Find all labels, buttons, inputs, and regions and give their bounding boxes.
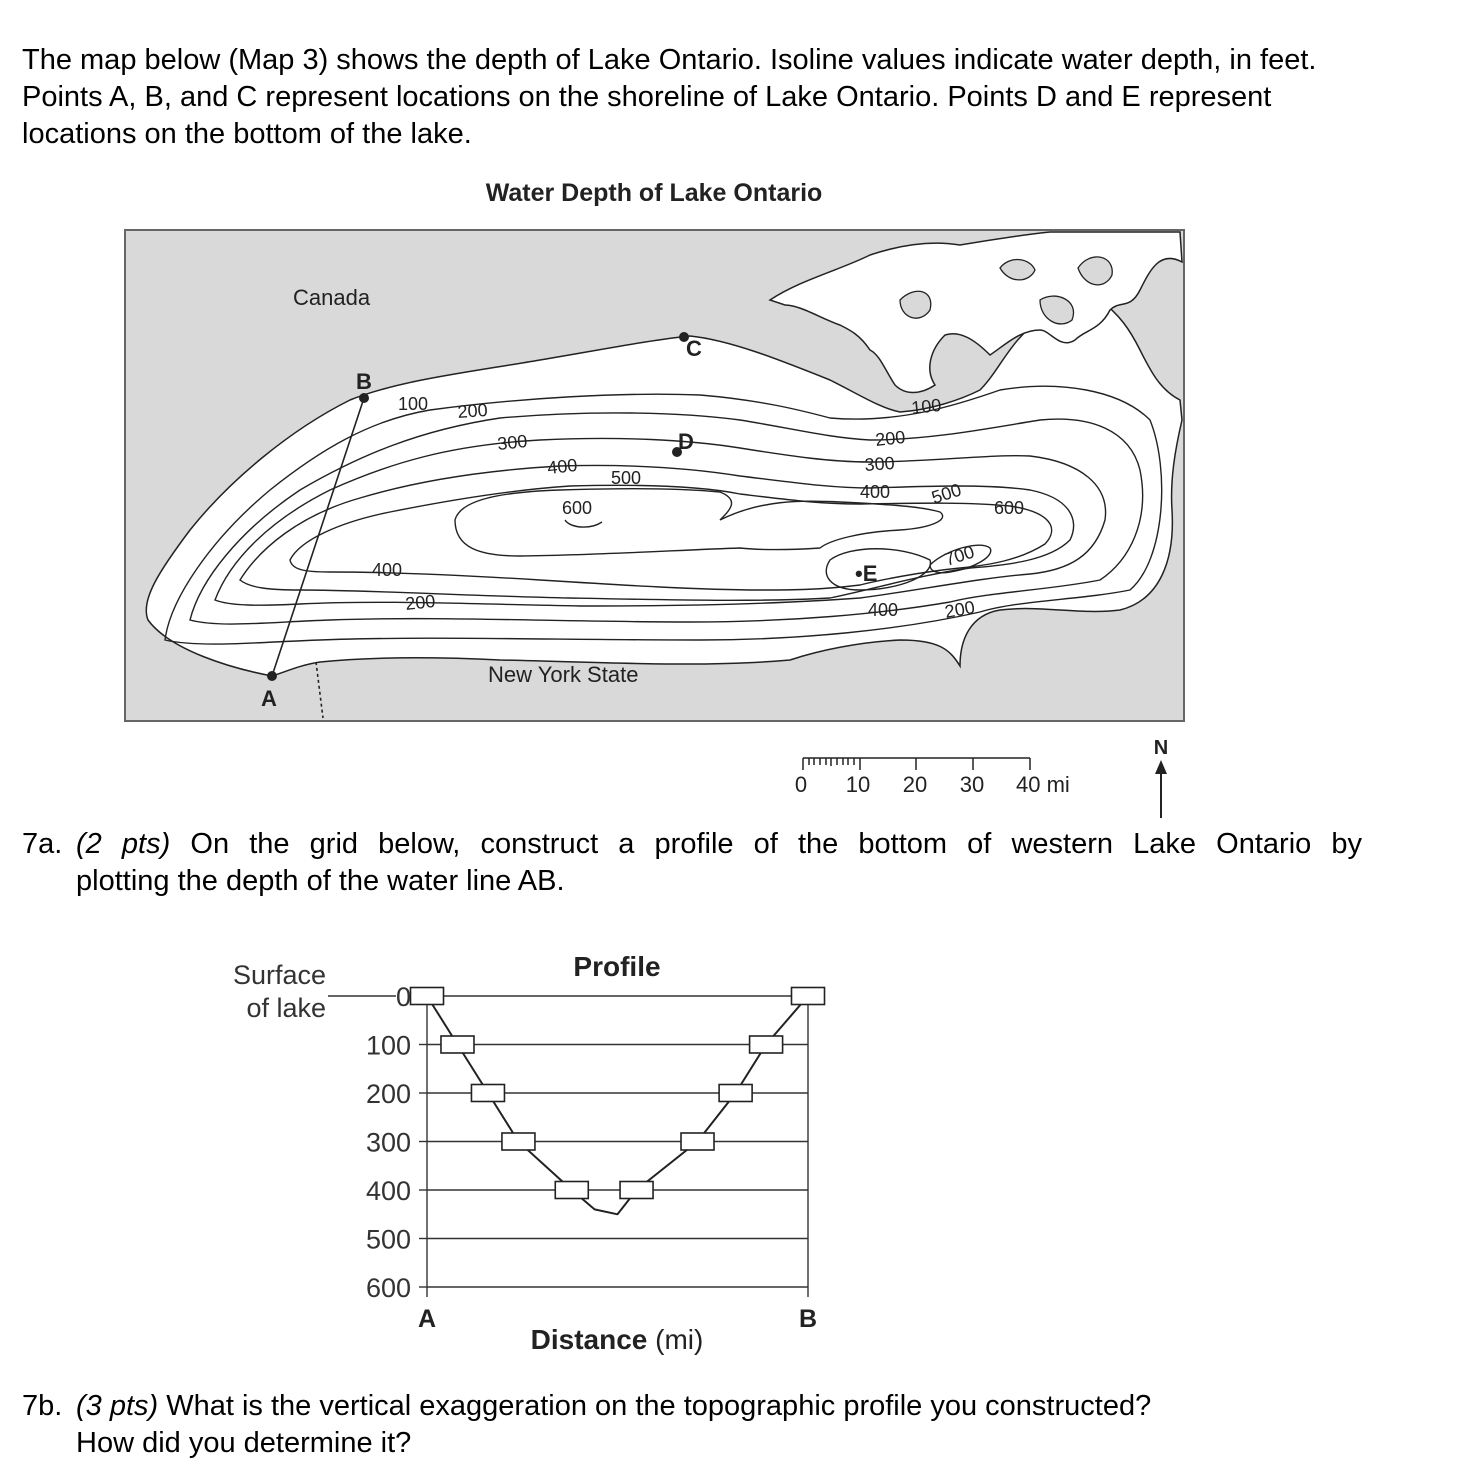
- profile-point-box: [681, 1133, 714, 1150]
- question-text-cont: How did you determine it?: [76, 1427, 412, 1459]
- isoline-label: 400: [372, 560, 403, 580]
- y-ticks: [366, 982, 427, 1303]
- surface-label-line1: Surface: [232, 960, 326, 990]
- y-tick-label: 500: [365, 1224, 411, 1255]
- x-axis-label-main: Distance: [530, 1324, 648, 1355]
- question-number: 7a.: [22, 828, 63, 860]
- isoline-label: 200: [404, 590, 437, 614]
- profile-point-box: [555, 1182, 588, 1199]
- question-text: What is the vertical exaggeration on the topographic profile you constructed?: [166, 1390, 1152, 1422]
- point-a-dot: [267, 671, 277, 681]
- isoline-label: 500: [611, 468, 642, 488]
- points-label: (2 pts): [76, 828, 171, 860]
- profile-chart: [0, 940, 1470, 1360]
- scale-tick-label: 20: [902, 772, 928, 797]
- scale-tick-label: 40 mi: [1016, 772, 1070, 797]
- question-text-cont: plotting the depth of the water line AB.: [76, 865, 565, 897]
- scale-tick-label: 0: [794, 772, 808, 797]
- isoline-label: 600: [994, 498, 1025, 518]
- surface-label-line2: of lake: [246, 993, 326, 1023]
- profile-end-a: A: [417, 1305, 437, 1333]
- label-point-a: A: [261, 686, 277, 711]
- x-axis-label-unit: (mi): [655, 1324, 704, 1355]
- scale-bar: [803, 758, 1030, 770]
- isoline-label: 300: [863, 452, 896, 475]
- question-number: 7b.: [22, 1390, 63, 1422]
- isoline-label: 700: [942, 541, 977, 570]
- scale-tick-label: 30: [959, 772, 985, 797]
- label-point-e: •E: [855, 561, 878, 586]
- label-point-b: B: [356, 369, 372, 394]
- isoline-label: 600: [562, 498, 593, 518]
- y-tick-label: 100: [365, 1030, 411, 1061]
- profile-bottom-line: [427, 996, 808, 1214]
- profile-point-box: [620, 1182, 653, 1199]
- question-7a: [22, 826, 1362, 900]
- isoline-label: 200: [874, 426, 907, 450]
- isoline-label: 500: [929, 479, 964, 508]
- question-text: On the grid below, construct a profile of the bottom of western Lake Ontario by: [190, 828, 1363, 860]
- isoline-label: 100: [910, 394, 943, 418]
- points-label: (3 pts): [76, 1390, 159, 1422]
- map-title: Water Depth of Lake Ontario: [485, 179, 823, 207]
- y-tick-label: 400: [365, 1176, 411, 1206]
- label-new-york: New York State: [488, 662, 639, 687]
- isoline-label: 300: [496, 430, 529, 454]
- north-label: N: [1153, 737, 1169, 759]
- intro-paragraph: The map below (Map 3) shows the depth of Lake Ontario. Isoline values indicate water depth, in feet. Points A, B, and C represent locations on the shoreline of Lake Ontario. Points D and E represent locations on the bottom of the lake.: [22, 44, 1317, 150]
- profile-point-box: [502, 1133, 535, 1150]
- profile-end-b: B: [798, 1305, 818, 1333]
- north-arrow-icon: [1155, 760, 1167, 818]
- profile-point-box: [441, 1036, 474, 1053]
- y-tick-label: 0: [395, 982, 411, 1012]
- point-b-dot: [359, 393, 369, 403]
- profile-line: [427, 996, 808, 1214]
- x-axis-label: [531, 1324, 704, 1355]
- isoline-label: 400: [868, 600, 899, 620]
- isoline-label: 400: [860, 482, 891, 502]
- profile-point-box: [750, 1036, 783, 1053]
- isoline-label: 200: [943, 597, 977, 622]
- label-canada: Canada: [293, 285, 371, 310]
- isoline-label: 100: [398, 394, 429, 414]
- label-point-c: C: [686, 336, 702, 361]
- profile-title: Profile: [573, 951, 661, 982]
- isoline-label: 200: [456, 399, 489, 422]
- isoline-label: 400: [546, 454, 579, 478]
- scale-tick-label: 10: [845, 772, 871, 797]
- profile-point-box: [471, 1085, 504, 1102]
- profile-point-box: [792, 988, 825, 1005]
- profile-point-box: [411, 988, 444, 1005]
- y-tick-label: 600: [365, 1273, 411, 1303]
- y-tick-label: 300: [365, 1127, 411, 1158]
- y-tick-label: 200: [365, 1079, 411, 1109]
- profile-point-box: [719, 1085, 752, 1102]
- question-7b: [22, 1388, 1362, 1462]
- label-point-d: D: [678, 429, 694, 454]
